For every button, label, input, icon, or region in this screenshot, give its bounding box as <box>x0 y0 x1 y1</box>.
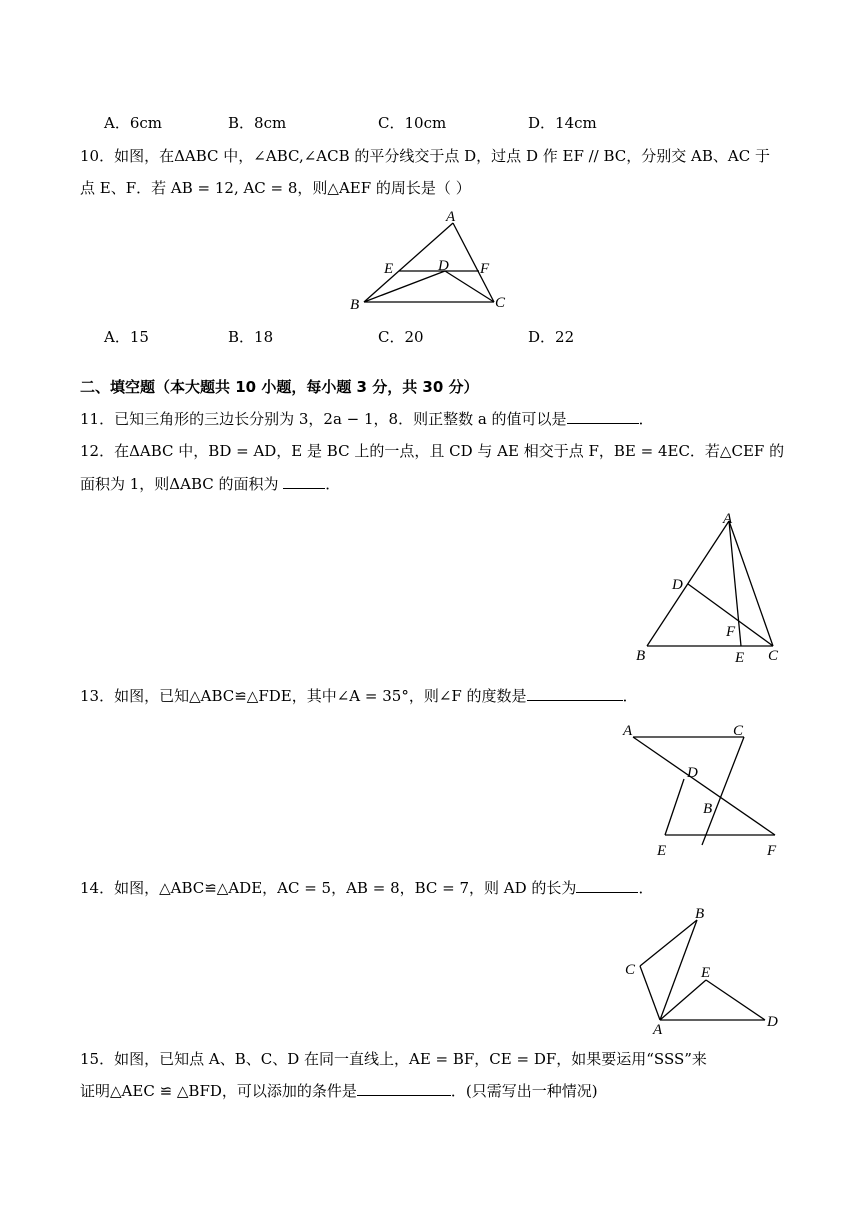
q10-label-d: D <box>438 258 449 274</box>
q14-answer-blank[interactable] <box>576 878 638 893</box>
q12-text-end: ． <box>325 475 341 493</box>
q9-option-b: B．8cm <box>228 114 287 132</box>
q15-text-line1: 15．如图，已知点 A、B、C、D 在同一直线上，AE = BF，CE = DF，如果要运用“SSS”来 <box>80 1050 707 1068</box>
q10-text-line1: 10．如图，在ΔABC 中，∠ABC,∠ACB 的平分线交于点 D，过点 D 作 EF // BC，分别交 AB、AC 于 <box>80 147 770 165</box>
q12-label-a: A <box>723 511 733 527</box>
q13-question <box>80 686 638 706</box>
q13-label-d: D <box>687 765 698 781</box>
q15-question-line2 <box>80 1081 598 1101</box>
q14-text-end: ． <box>638 879 654 897</box>
q15-text-line2: 证明△AEC ≌ △BFD，可以添加的条件是 <box>80 1082 357 1100</box>
q10-label-e: E <box>384 261 394 277</box>
q13-label-f: F <box>767 843 777 859</box>
q10-label-b: B <box>350 297 360 313</box>
q11-text: 11．已知三角形的三边长分别为 3，2a − 1，8．则正整数 a 的值可以是 <box>80 410 567 428</box>
q9-option-d: D．14cm <box>528 114 597 132</box>
q12-text-line1: 12．在ΔABC 中，BD = AD，E 是 BC 上的一点，且 CD 与 AE 相交于点 F，BE = 4EC．若△CEF 的 <box>80 442 785 460</box>
q9-options <box>104 112 804 132</box>
q14-label-b: B <box>695 906 705 922</box>
q13-text: 13．如图，已知△ABC≌△FDE，其中∠A = 35°，则∠F 的度数是 <box>80 687 527 705</box>
q12-label-e: E <box>735 650 745 666</box>
q13-text-end: ． <box>622 687 638 705</box>
q9-option-a: A．6cm <box>104 114 163 132</box>
q14-label-a: A <box>653 1022 663 1038</box>
q14-question <box>80 878 653 898</box>
q11-answer-blank[interactable] <box>567 409 639 424</box>
q14-label-c: C <box>625 962 636 978</box>
q10-option-c: C．20 <box>378 328 424 346</box>
q14-text: 14．如图，△ABC≌△ADE，AC = 5，AB = 8，BC = 7，则 AD 的长为 <box>80 879 577 897</box>
q11-text-end: ． <box>638 410 654 428</box>
q12-label-d: D <box>672 577 683 593</box>
q14-figure <box>615 900 795 1040</box>
q10-label-f: F <box>480 261 490 277</box>
q12-figure <box>630 505 800 670</box>
q10-text-line2: 点 E、F．若 AB = 12, AC = 8，则△AEF 的周长是（ ） <box>80 179 471 197</box>
q13-answer-blank[interactable] <box>527 686 623 701</box>
q14-label-d: D <box>767 1014 778 1030</box>
q12-question-line2 <box>80 474 340 494</box>
section2-heading: 二、填空题（本大题共 10 小题，每小题 3 分，共 30 分） <box>80 378 479 396</box>
q13-label-a: A <box>623 723 633 739</box>
q10-option-a: A．15 <box>104 328 149 346</box>
q15-answer-blank[interactable] <box>357 1081 451 1096</box>
q10-option-b: B．18 <box>228 328 274 346</box>
q15-text-end: ．(只需写出一种情况) <box>450 1082 598 1100</box>
q13-label-e: E <box>657 843 667 859</box>
q12-text-line2: 面积为 1，则ΔABC 的面积为 <box>80 475 284 493</box>
q12-label-b: B <box>636 648 646 664</box>
q12-label-c: C <box>768 648 779 664</box>
q12-label-f: F <box>726 624 736 640</box>
q10-options <box>104 326 804 346</box>
q13-figure <box>615 715 790 865</box>
q10-label-c: C <box>495 295 506 311</box>
q10-option-d: D．22 <box>528 328 575 346</box>
q10-figure <box>340 205 520 315</box>
q13-label-c: C <box>733 723 744 739</box>
q11-question <box>80 409 654 429</box>
q12-answer-blank[interactable] <box>283 474 325 489</box>
q14-label-e: E <box>701 965 711 981</box>
q13-label-b: B <box>703 801 713 817</box>
q10-label-a: A <box>446 209 456 225</box>
q9-option-c: C．10cm <box>378 114 447 132</box>
